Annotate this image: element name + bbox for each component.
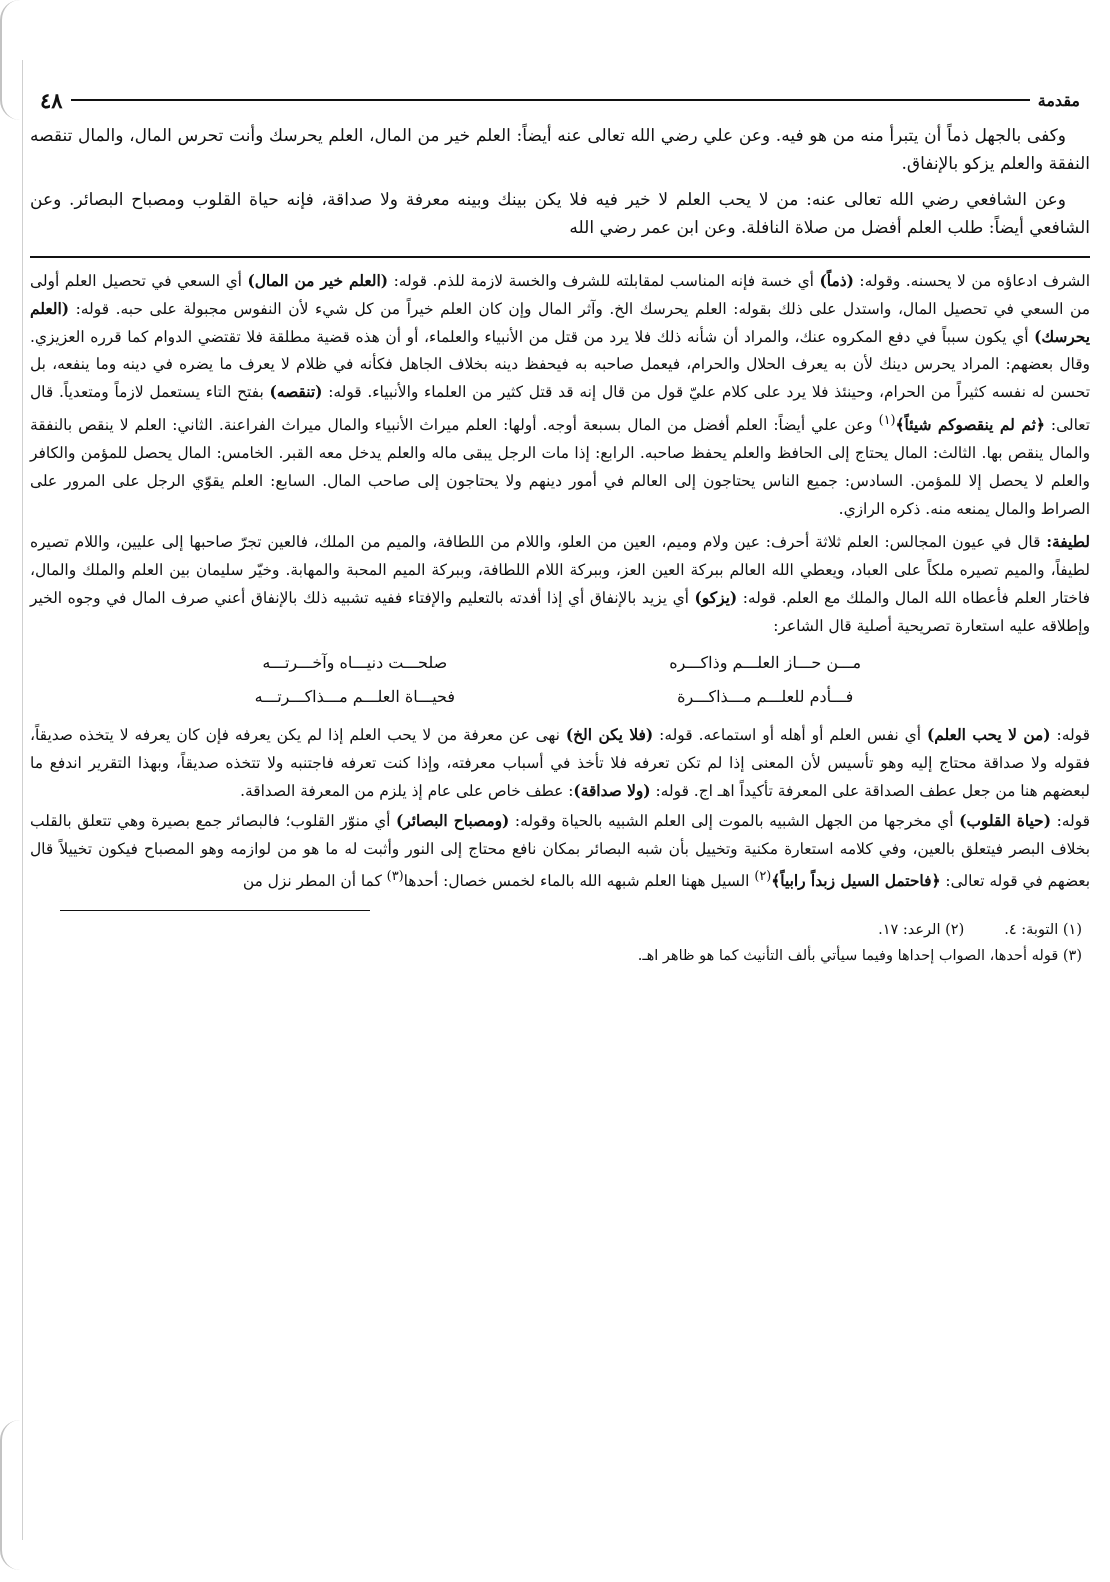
poem-verse bbox=[180, 680, 940, 714]
commentary-paragraph bbox=[30, 808, 1090, 897]
page-number: ٤٨ bbox=[40, 87, 63, 113]
footnotes bbox=[30, 917, 1090, 969]
quran-quote: ﴿فاحتمل السيل زبداً رابياً﴾ bbox=[771, 872, 941, 891]
running-header bbox=[30, 82, 1090, 118]
commentary-text: أي يكون سبباً في دفع المكروه عنك، والمراد أن شأنه ذلك فلا يرد من قتل من الأنبياء والعلماء، أو أن هذه قضية مطلقة فلا تقتضي الدوام كما قرره العزيزي. وقال بعضهم: المراد يحرس دينك لأن به يعرف الحلال والحرام، فيعمل صاحبه به فيحفظ دينه بخلاف الجاهل فكأنه في ظلام لا يعرف ما يضره في دينه وما ينفعه، بل تحسن له نفسه كثيراً من الحرام، وحينئذ فلا يرد على كلام عليّ قول من قال إنه قد قتل كثير من العلماء والأنبياء. قوله: bbox=[30, 327, 1091, 402]
commentary-paragraph bbox=[30, 722, 1090, 805]
commentary-text: قوله: bbox=[1050, 726, 1090, 745]
commentary-text: وعن علي أيضاً: العلم أفضل من المال بسبعة أوجه. أولها: العلم ميراث الأنبياء والمال ميراث الفراعنة. الثاني: العلم لا ينقص بالنفقة والمال ينقص بها. الثالث: المال يحتاج إلى الحافظ والعلم يحفظ صاحبه. الرابع: إذا مات الرجل يبقى ماله والعلم يدخل معه القبر. الخامس: المال يحصل للمؤمن والكافر والعلم لا يحصل إلا للمؤمن. السادس: جميع الناس يحتاجون إلى العالم في أمور دينهم ولا يحتاجون إلى صاحب المال. السابع: العلم يقوّي الرجل على المرور على الصراط والمال يمنعه منه. ذكره الرازي. bbox=[30, 416, 1090, 518]
footnote-ref: (٢) bbox=[754, 869, 772, 885]
commented-term: (تنقصه) bbox=[269, 383, 323, 402]
commentary-text: أي مخرجها من الجهل الشبيه بالموت إلى العلم الشبيه بالحياة وقوله: bbox=[509, 811, 960, 830]
poem-hemistich: فـــأدم للعلـــم مـــذاكـــرة bbox=[677, 687, 854, 707]
commentary-text: أي السعي في تحصيل العلم أولى من السعي في تحصيل المال، واستدل على ذلك بقوله: العلم يحرسك الخ. وآثر المال وإن كان العلم خيراً من كل شيء لأن النفوس مجبولة على حبه. قوله: bbox=[30, 272, 1090, 318]
quran-quote: ﴿ثم لم ينقصوكم شيئاً﴾ bbox=[895, 416, 1045, 435]
header-rule bbox=[71, 99, 1030, 101]
commentary-text: : عطف خاص على عام إذ يلزم من المعرفة الصداقة. bbox=[240, 782, 574, 801]
footnote-ref: (٣) bbox=[386, 869, 404, 885]
commented-term: (فلا يكن الخ) bbox=[565, 726, 654, 745]
commented-term: (حياة القلوب) bbox=[959, 811, 1051, 830]
footnote: (٢) الرعد: ١٧. bbox=[878, 922, 965, 939]
commentary-text: أي يزيد بالإنفاق أي إذا أفدته بالتعليم والإفتاء ففيه تشبيه ذلك بالإنفاق أعني صرف المال في وجوه الخير وإطلاقه عليه استعارة تصريحية أصلية قال الشاعر: bbox=[30, 588, 1090, 635]
footnote: (١) التوبة: ٤. bbox=[1004, 922, 1082, 939]
poem-verse bbox=[180, 646, 940, 680]
commentary-text: الشرف ادعاؤه من لا يحسنه. وقوله: bbox=[853, 272, 1090, 290]
commented-term: (ومصباح البصائر) bbox=[396, 811, 510, 830]
footnote: (٣) قوله أحدها، الصواب إحداها وفيما سيأتي بألف التأنيث كما هو ظاهر اهـ. bbox=[637, 948, 1082, 965]
section-title: مقدمة bbox=[1037, 90, 1080, 110]
book-page bbox=[30, 82, 1090, 969]
commentary-text: أي خسة فإنه المناسب لمقابلته للشرف والخسة لازمة للذم. قوله: bbox=[388, 272, 820, 290]
commentary-text: السيل ههنا العلم شبهه الله بالماء لخمس خصال: أحدها bbox=[403, 872, 755, 891]
commented-term: (ذماً) bbox=[819, 272, 854, 290]
footnote-rule bbox=[60, 910, 370, 911]
poem-hemistich: فحيـــاة العلـــم مـــذاكـــرتـــه bbox=[254, 687, 455, 707]
commented-term: (من لا يحب العلم) bbox=[926, 726, 1051, 745]
page-corner-mark-bottom bbox=[0, 1420, 42, 1570]
commentary-paragraph bbox=[30, 529, 1090, 640]
commentary bbox=[30, 268, 1090, 896]
section-label: لطيفة: bbox=[1046, 533, 1090, 552]
binding-edge bbox=[0, 60, 23, 1540]
commentary-text: قوله: bbox=[1050, 811, 1091, 830]
commentary-text: أي منوّر القلوب؛ فالبصائر جمع بصيرة وهي تتعلق بالقلب بخلاف البصر فيتعلق بالعين، وفي كلامه استعارة مكنية وتخييل بأن شبه البصائر بمكان نافع محتاج إلى النور وأثبت له ما هو من لوازمه وهو المصباح فيكون تخييلاً قال بعضهم في قوله تعالى: bbox=[30, 811, 1090, 891]
commentary-text: قال في عيون المجالس: العلم ثلاثة أحرف: عين ولام وميم، العين من العلو، واللام من اللطافة، والميم من الملك، فالعين تجرّ صاحبها إلى عليين، واللام تصيره لطيفاً، والميم تصيره ملكاً على العباد، ويعطي الله العالم ببركة العين العز، وببركة اللام اللطافة، وببركة الميم المحبة والمهابة. وخيّر سليمان بين العلم والملك والمال، فاختار العلم فأعطاه الله المال والملك مع العلم. قوله: bbox=[30, 533, 1090, 607]
poem-hemistich: مـــن حـــاز العلـــم وذاكـــره bbox=[669, 653, 862, 673]
text-commentary-separator bbox=[30, 256, 1090, 258]
commentary-paragraph bbox=[30, 268, 1090, 523]
main-paragraph: وكفى بالجهل ذماً أن يتبرأ منه من هو فيه. وعن علي رضي الله تعالى عنه أيضاً: العلم خير من المال، العلم يحرسك وأنت تحرس المال، والمال تنقصه النفقة والعلم يزكو بالإنفاق. bbox=[30, 126, 1090, 174]
poem-hemistich: صلحـــت دنيـــاه وآخـــرتـــه bbox=[262, 653, 448, 673]
commented-term: (يزكو) bbox=[694, 588, 738, 607]
commentary-text: بفتح التاء يستعمل لازماً ومتعدياً. قال تعالى: bbox=[30, 383, 1091, 435]
main-paragraph: وعن الشافعي رضي الله تعالى عنه: من لا يحب العلم لا خير فيه فلا يكن بينك وبينه معرفة ولا صداقة، فإنه حياة القلوب ومصباح البصائر. وعن الشافعي أيضاً: طلب العلم أفضل من صلاة النافلة. وعن ابن عمر رضي الله bbox=[30, 190, 1090, 238]
footnote-ref: (١) bbox=[878, 412, 896, 428]
commented-term: (العلم يحرسك) bbox=[30, 299, 1090, 346]
commented-term: (العلم خير من المال) bbox=[247, 272, 389, 290]
commentary-text: كما أن المطر نزل من bbox=[242, 872, 387, 891]
commented-term: (ولا صداقة) bbox=[573, 782, 651, 801]
main-text bbox=[30, 122, 1090, 242]
commentary-text: أي نفس العلم أو أهله أو استماعه. قوله: bbox=[653, 726, 927, 745]
poem bbox=[180, 646, 940, 714]
footnote-row bbox=[30, 917, 1082, 943]
commentary-text: نهى عن معرفة من لا يحب العلم إذا لم يكن يعرفه فإن كان يعرفه لا يتخذه صديقاً، فقوله ولا صداقة محتاج إليه وهو تأسيس لأن المعنى إذا لم تكن تعرفه فلا تأخذ في أسباب معرفته، وإذا كنت تعرفه فاجتنبه ولا تتخذه صديقاً، وبهذا التقرير اندفع ما لبعضهم هنا من جعل عطف الصداقة على المعرفة تأكيداً اهـ اج. قوله: bbox=[30, 726, 1090, 801]
